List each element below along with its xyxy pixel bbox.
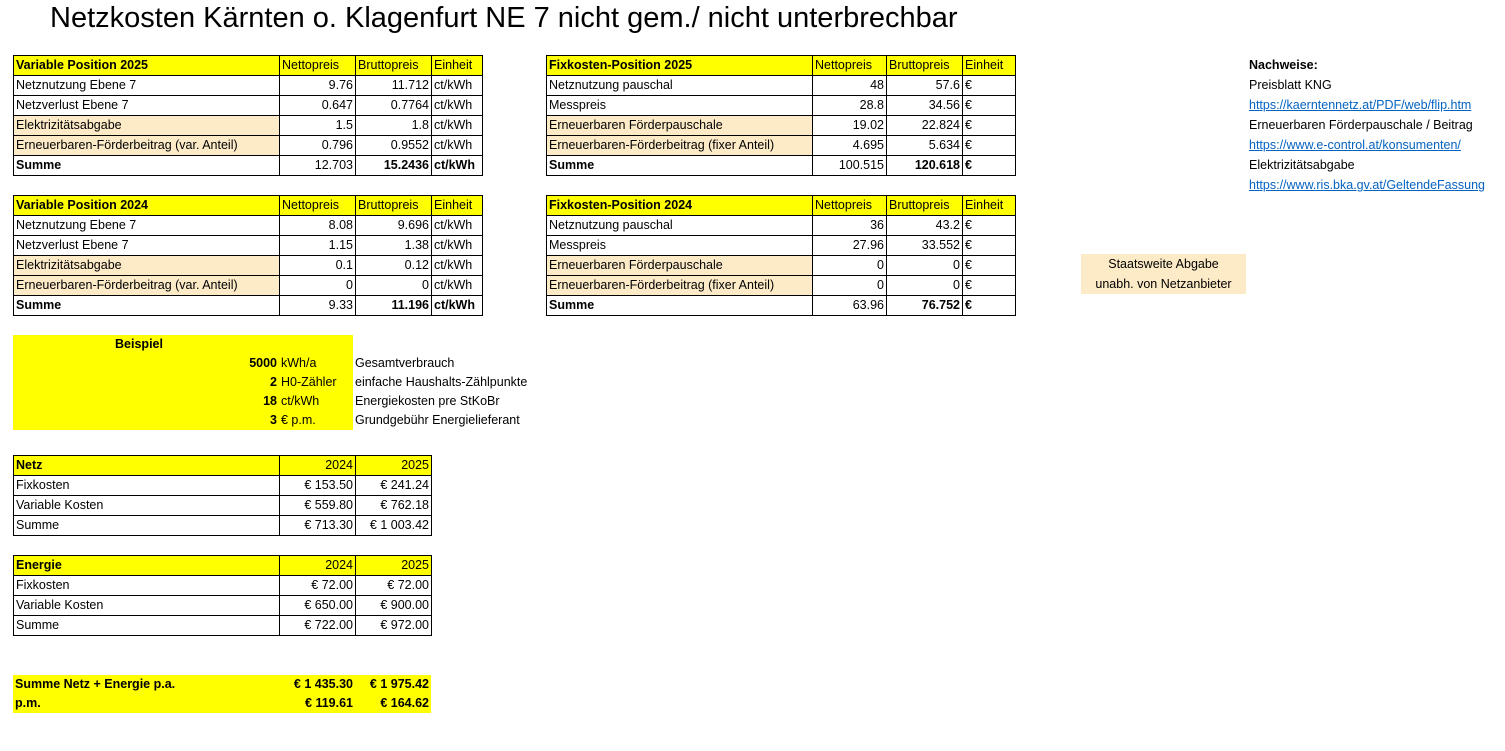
col-header-year[interactable]: 2025 [356, 456, 432, 476]
table-row [14, 476, 432, 496]
col-header-netto[interactable]: Nettopreis [280, 196, 356, 216]
row-label[interactable]: Elektrizitätsabgabe [14, 116, 280, 136]
col-header-year[interactable]: 2025 [356, 556, 432, 576]
row-label[interactable]: Netzverlust Ebene 7 [14, 96, 280, 116]
unit-cell[interactable]: € [963, 276, 1016, 296]
note-line-2: unabh. von Netzanbieter [1095, 277, 1232, 291]
beispiel-unit[interactable]: H0-Zähler [279, 373, 353, 392]
row-label[interactable]: Erneuerbaren Förderpauschale [547, 256, 813, 276]
col-header-brutto[interactable]: Bruttopreis [356, 56, 432, 76]
netto-cell[interactable]: 0 [813, 276, 887, 296]
col-header-year[interactable]: 2024 [280, 556, 356, 576]
row-label[interactable]: Erneuerbaren Förderpauschale [547, 116, 813, 136]
value-cell[interactable]: € 900.00 [356, 596, 432, 616]
unit-cell[interactable]: € [963, 236, 1016, 256]
unit-cell[interactable]: € [963, 136, 1016, 156]
beispiel-unit[interactable]: € p.m. [279, 411, 353, 430]
reference-label: Preisblatt KNG [1249, 78, 1332, 92]
row-label[interactable]: Summe Netz + Energie p.a. [13, 675, 279, 694]
col-header-einheit[interactable]: Einheit [963, 56, 1016, 76]
row-label[interactable]: Netznutzung Ebene 7 [14, 76, 280, 96]
beispiel-unit[interactable]: kWh/a [279, 354, 353, 373]
table-row [14, 236, 483, 256]
table-title[interactable]: Variable Position 2024 [14, 196, 280, 216]
table-row [14, 76, 483, 96]
brutto-cell[interactable]: 0 [887, 276, 963, 296]
table-row [14, 496, 432, 516]
table-title[interactable]: Energie [14, 556, 280, 576]
netto-cell[interactable]: 36 [813, 216, 887, 236]
table-row [547, 136, 1016, 156]
unit-cell[interactable]: € [963, 116, 1016, 136]
row-label[interactable]: Erneuerbaren-Förderbeitrag (fixer Anteil) [547, 136, 813, 156]
row-label[interactable]: Summe [547, 156, 813, 176]
beispiel-value[interactable]: 18 [13, 392, 279, 411]
col-header-brutto[interactable]: Bruttopreis [887, 56, 963, 76]
table-title[interactable]: Variable Position 2025 [14, 56, 280, 76]
col-header-netto[interactable]: Nettopreis [813, 196, 887, 216]
netto-cell[interactable]: 1.5 [280, 116, 356, 136]
unit-cell[interactable]: € [963, 96, 1016, 116]
table-row [547, 76, 1016, 96]
value-cell[interactable]: € 119.61 [279, 694, 355, 713]
brutto-cell[interactable]: 43.2 [887, 216, 963, 236]
brutto-cell[interactable]: 120.618 [887, 156, 963, 176]
brutto-cell[interactable]: 0.7764 [356, 96, 432, 116]
brutto-cell[interactable]: 1.38 [356, 236, 432, 256]
row-label[interactable]: Messpreis [547, 96, 813, 116]
row-label[interactable]: Messpreis [547, 236, 813, 256]
sheet-title: Netzkosten Kärnten o. Klagenfurt NE 7 nicht gem./ nicht unterbrechbar [50, 2, 958, 34]
fixkosten-position-2025-table [546, 55, 1016, 176]
value-cell[interactable]: € 559.80 [280, 496, 356, 516]
total-row [13, 694, 431, 713]
table-row [14, 276, 483, 296]
netz-table [13, 455, 432, 536]
value-cell[interactable]: € 1 435.30 [279, 675, 355, 694]
table-title[interactable]: Fixkosten-Position 2024 [547, 196, 813, 216]
brutto-cell[interactable]: 11.712 [356, 76, 432, 96]
unit-cell[interactable]: ct/kWh [432, 96, 483, 116]
row-label[interactable]: Netznutzung pauschal [547, 76, 813, 96]
beispiel-block [13, 335, 553, 430]
row-label[interactable]: Summe [14, 296, 280, 316]
table-row [547, 96, 1016, 116]
row-label[interactable]: Variable Kosten [14, 596, 280, 616]
netto-cell[interactable]: 9.33 [280, 296, 356, 316]
table-row [14, 596, 432, 616]
brutto-cell[interactable]: 11.196 [356, 296, 432, 316]
unit-cell[interactable]: ct/kWh [432, 116, 483, 136]
row-label[interactable]: Fixkosten [14, 576, 280, 596]
value-cell[interactable]: € 650.00 [280, 596, 356, 616]
row-label[interactable]: Summe [14, 156, 280, 176]
brutto-cell[interactable]: 22.824 [887, 116, 963, 136]
variable-position-2024-table [13, 195, 483, 316]
unit-cell[interactable]: ct/kWh [432, 296, 483, 316]
reference-label: Erneuerbaren Förderpauschale / Beitrag [1249, 118, 1473, 132]
reference-link[interactable]: https://www.ris.bka.gv.at/GeltendeFassung [1249, 178, 1485, 192]
sum-row [14, 296, 483, 316]
brutto-cell[interactable]: 0 [356, 276, 432, 296]
unit-cell[interactable]: € [963, 216, 1016, 236]
beispiel-unit[interactable]: ct/kWh [279, 392, 353, 411]
unit-cell[interactable]: ct/kWh [432, 236, 483, 256]
col-header-einheit[interactable]: Einheit [432, 56, 483, 76]
row-label[interactable]: Summe [547, 296, 813, 316]
table-row [547, 116, 1016, 136]
brutto-cell[interactable]: 0 [887, 256, 963, 276]
unit-cell[interactable]: ct/kWh [432, 136, 483, 156]
unit-cell[interactable]: € [963, 296, 1016, 316]
totals-block [13, 675, 431, 713]
table-row [14, 576, 432, 596]
table-row [14, 256, 483, 276]
brutto-cell[interactable]: 33.552 [887, 236, 963, 256]
reference-link[interactable]: https://www.e-control.at/konsumenten/ [1249, 138, 1461, 152]
value-cell[interactable]: € 153.50 [280, 476, 356, 496]
table-header-row [14, 456, 432, 476]
row-label[interactable]: Fixkosten [14, 476, 280, 496]
beispiel-value[interactable]: 5000 [13, 354, 279, 373]
variable-position-2025-table [13, 55, 483, 176]
beispiel-row [13, 373, 553, 392]
row-label[interactable]: Summe [14, 516, 280, 536]
netto-cell[interactable]: 0.1 [280, 256, 356, 276]
netto-cell[interactable]: 12.703 [280, 156, 356, 176]
col-header-year[interactable]: 2024 [280, 456, 356, 476]
row-label[interactable]: Summe [14, 616, 280, 636]
fixkosten-position-2024-table [546, 195, 1016, 316]
beispiel-desc[interactable]: Gesamtverbrauch [355, 356, 455, 370]
value-cell[interactable]: € 722.00 [280, 616, 356, 636]
col-header-brutto[interactable]: Bruttopreis [356, 196, 432, 216]
beispiel-title[interactable]: Beispiel [13, 335, 353, 354]
netto-cell[interactable]: 48 [813, 76, 887, 96]
value-cell[interactable]: € 762.18 [356, 496, 432, 516]
table-title[interactable]: Fixkosten-Position 2025 [547, 56, 813, 76]
brutto-cell[interactable]: 0.9552 [356, 136, 432, 156]
table-row [547, 276, 1016, 296]
unit-cell[interactable]: € [963, 256, 1016, 276]
col-header-netto[interactable]: Nettopreis [813, 56, 887, 76]
table-row [14, 516, 432, 536]
value-cell[interactable]: € 164.62 [355, 694, 431, 713]
netto-cell[interactable]: 0.647 [280, 96, 356, 116]
beispiel-row [13, 411, 553, 430]
sum-row [547, 296, 1016, 316]
netto-cell[interactable]: 8.08 [280, 216, 356, 236]
col-header-brutto[interactable]: Bruttopreis [887, 196, 963, 216]
netto-cell[interactable]: 28.8 [813, 96, 887, 116]
references-heading: Nachweise: [1249, 58, 1318, 72]
row-label[interactable]: Netzverlust Ebene 7 [14, 236, 280, 256]
row-label[interactable]: Netznutzung Ebene 7 [14, 216, 280, 236]
netto-cell[interactable]: 19.02 [813, 116, 887, 136]
netto-cell[interactable]: 63.96 [813, 296, 887, 316]
beispiel-desc[interactable]: Energiekosten pre StKoBr [355, 394, 500, 408]
table-title[interactable]: Netz [14, 456, 280, 476]
brutto-cell[interactable]: 57.6 [887, 76, 963, 96]
references-section [1249, 55, 1505, 195]
table-row [14, 136, 483, 156]
value-cell[interactable]: € 713.30 [280, 516, 356, 536]
sum-row [547, 156, 1016, 176]
table-header-row [14, 196, 483, 216]
energie-table [13, 555, 432, 636]
value-cell[interactable]: € 72.00 [280, 576, 356, 596]
netto-cell[interactable]: 0 [280, 276, 356, 296]
table-header-row [14, 556, 432, 576]
sum-row [14, 156, 483, 176]
row-label[interactable]: Netznutzung pauschal [547, 216, 813, 236]
table-header-row [547, 56, 1016, 76]
table-row [547, 216, 1016, 236]
note-staatsweite-abgabe[interactable] [1081, 254, 1246, 294]
table-row [14, 216, 483, 236]
netto-cell[interactable]: 9.76 [280, 76, 356, 96]
unit-cell[interactable]: ct/kWh [432, 256, 483, 276]
reference-link[interactable]: https://kaerntennetz.at/PDF/web/flip.htm [1249, 98, 1472, 112]
value-cell[interactable]: € 1 975.42 [355, 675, 431, 694]
reference-label: Elektrizitätsabgabe [1249, 158, 1355, 172]
row-label[interactable]: Erneuerbaren-Förderbeitrag (fixer Anteil) [547, 276, 813, 296]
table-row [14, 116, 483, 136]
brutto-cell[interactable]: 34.56 [887, 96, 963, 116]
col-header-einheit[interactable]: Einheit [963, 196, 1016, 216]
note-line-1: Staatsweite Abgabe [1108, 257, 1219, 271]
netto-cell[interactable]: 4.695 [813, 136, 887, 156]
value-cell[interactable]: € 241.24 [356, 476, 432, 496]
beispiel-row [13, 392, 553, 411]
brutto-cell[interactable]: 1.8 [356, 116, 432, 136]
brutto-cell[interactable]: 9.696 [356, 216, 432, 236]
beispiel-desc[interactable]: Grundgebühr Energielieferant [355, 413, 520, 427]
unit-cell[interactable]: ct/kWh [432, 76, 483, 96]
unit-cell[interactable]: ct/kWh [432, 276, 483, 296]
row-label[interactable]: p.m. [13, 694, 279, 713]
row-label[interactable]: Erneuerbaren-Förderbeitrag (var. Anteil) [14, 276, 280, 296]
beispiel-row [13, 354, 553, 373]
unit-cell[interactable]: € [963, 156, 1016, 176]
table-row [14, 96, 483, 116]
value-cell[interactable]: € 72.00 [356, 576, 432, 596]
total-row [13, 675, 431, 694]
value-cell[interactable]: € 1 003.42 [356, 516, 432, 536]
row-label[interactable]: Elektrizitätsabgabe [14, 256, 280, 276]
table-row [14, 616, 432, 636]
netto-cell[interactable]: 1.15 [280, 236, 356, 256]
brutto-cell[interactable]: 15.2436 [356, 156, 432, 176]
table-header-row [547, 196, 1016, 216]
col-header-einheit[interactable]: Einheit [432, 196, 483, 216]
brutto-cell[interactable]: 5.634 [887, 136, 963, 156]
value-cell[interactable]: € 972.00 [356, 616, 432, 636]
unit-cell[interactable]: ct/kWh [432, 216, 483, 236]
brutto-cell[interactable]: 76.752 [887, 296, 963, 316]
row-label[interactable]: Erneuerbaren-Förderbeitrag (var. Anteil) [14, 136, 280, 156]
row-label[interactable]: Variable Kosten [14, 496, 280, 516]
beispiel-value[interactable]: 3 [13, 411, 279, 430]
table-header-row [14, 56, 483, 76]
table-row [547, 256, 1016, 276]
unit-cell[interactable]: € [963, 76, 1016, 96]
beispiel-value[interactable]: 2 [13, 373, 279, 392]
netto-cell[interactable]: 100.515 [813, 156, 887, 176]
table-row [547, 236, 1016, 256]
netto-cell[interactable]: 0 [813, 256, 887, 276]
netto-cell[interactable]: 0.796 [280, 136, 356, 156]
netto-cell[interactable]: 27.96 [813, 236, 887, 256]
unit-cell[interactable]: ct/kWh [432, 156, 483, 176]
col-header-netto[interactable]: Nettopreis [280, 56, 356, 76]
brutto-cell[interactable]: 0.12 [356, 256, 432, 276]
beispiel-desc[interactable]: einfache Haushalts-Zählpunkte [355, 375, 528, 389]
